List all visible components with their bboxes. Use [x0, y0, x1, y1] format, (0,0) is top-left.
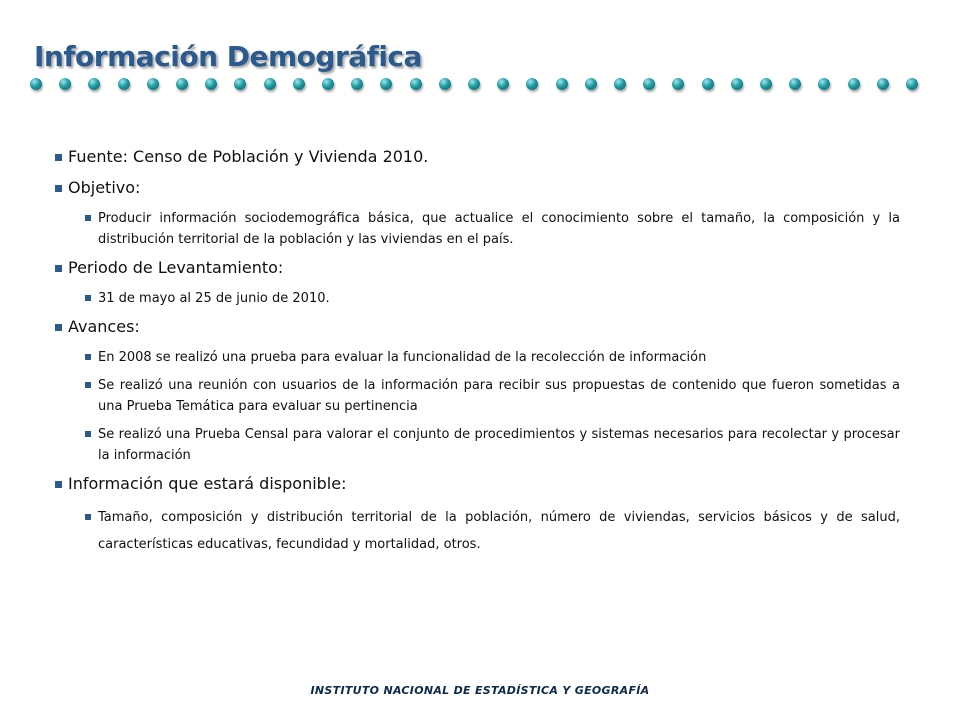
divider-dot-icon	[672, 78, 684, 90]
disponible-text: Tamaño, composición y distribución territorial de la población, número de viviendas, servicios básicos y de salud, características educativas, fecundidad y mortalidad, otros.	[98, 510, 900, 552]
sub-bullet-disponible	[55, 504, 900, 558]
avance-text: Se realizó una Prueba Censal para valorar el conjunto de procedimientos y sistemas necesarios para recolectar y procesar la información	[98, 427, 900, 463]
bullet-square-icon	[55, 324, 62, 331]
bullet-square-icon	[85, 514, 91, 520]
fuente-text: Fuente: Censo de Población y Vivienda 2010.	[68, 147, 429, 166]
divider-dot-icon	[322, 78, 334, 90]
bullet-square-icon	[85, 354, 91, 360]
divider-dot-icon	[176, 78, 188, 90]
divider-dot-icon	[351, 78, 363, 90]
bullet-fuente	[55, 146, 900, 168]
divider-dot-icon	[760, 78, 772, 90]
divider-dot-icon	[380, 78, 392, 90]
bullet-square-icon	[85, 295, 91, 301]
slide-title: Información Demográfica	[34, 40, 422, 73]
divider-dot-icon	[585, 78, 597, 90]
divider-dot-icon	[614, 78, 626, 90]
sub-bullet-avance	[55, 347, 900, 368]
objetivo-text: Producir información sociodemográfica básica, que actualice el conocimiento sobre el tamaño, la composición y la distribución territorial de la población y las viviendas en el país.	[98, 211, 900, 247]
divider-dot-icon	[147, 78, 159, 90]
periodo-text: 31 de mayo al 25 de junio de 2010.	[98, 291, 330, 306]
bullet-avances	[55, 316, 900, 338]
divider-dot-icon	[88, 78, 100, 90]
sub-bullet-avance	[55, 375, 900, 417]
divider-dot-icon	[789, 78, 801, 90]
bullet-square-icon	[55, 481, 62, 488]
divider-dot-icon	[848, 78, 860, 90]
disponible-heading: Información que estará disponible:	[68, 474, 347, 493]
divider-dot-icon	[906, 78, 918, 90]
decorative-dot-divider	[30, 78, 936, 94]
avances-heading: Avances:	[68, 317, 140, 336]
footer-institution: INSTITUTO NACIONAL DE ESTADÍSTICA Y GEOGRAFÍA	[310, 684, 650, 697]
sub-bullet-objetivo	[55, 208, 900, 250]
bullet-square-icon	[55, 265, 62, 272]
divider-dot-icon	[439, 78, 451, 90]
periodo-heading: Periodo de Levantamiento:	[68, 258, 284, 277]
divider-dot-icon	[30, 78, 42, 90]
bullet-square-icon	[85, 431, 91, 437]
divider-dot-icon	[205, 78, 217, 90]
divider-dot-icon	[468, 78, 480, 90]
bullet-square-icon	[85, 215, 91, 221]
divider-dot-icon	[410, 78, 422, 90]
divider-dot-icon	[702, 78, 714, 90]
bullet-square-icon	[55, 154, 62, 161]
divider-dot-icon	[293, 78, 305, 90]
divider-dot-icon	[118, 78, 130, 90]
divider-dot-icon	[526, 78, 538, 90]
divider-dot-icon	[877, 78, 889, 90]
bullet-square-icon	[85, 382, 91, 388]
divider-dot-icon	[59, 78, 71, 90]
divider-dot-icon	[731, 78, 743, 90]
avance-text: Se realizó una reunión con usuarios de la información para recibir sus propuestas de contenido que fueron sometidas a una Prueba Temática para evaluar su pertinencia	[98, 378, 900, 414]
slide-content	[55, 146, 900, 565]
bullet-periodo	[55, 257, 900, 279]
sub-bullet-periodo	[55, 288, 900, 309]
divider-dot-icon	[497, 78, 509, 90]
avance-text: En 2008 se realizó una prueba para evaluar la funcionalidad de la recolección de información	[98, 350, 707, 365]
divider-dot-icon	[556, 78, 568, 90]
divider-dot-icon	[264, 78, 276, 90]
bullet-disponible	[55, 473, 900, 495]
objetivo-heading: Objetivo:	[68, 178, 141, 197]
bullet-objetivo	[55, 177, 900, 199]
divider-dot-icon	[234, 78, 246, 90]
sub-bullet-avance	[55, 424, 900, 466]
bullet-square-icon	[55, 185, 62, 192]
divider-dot-icon	[643, 78, 655, 90]
divider-dot-icon	[818, 78, 830, 90]
